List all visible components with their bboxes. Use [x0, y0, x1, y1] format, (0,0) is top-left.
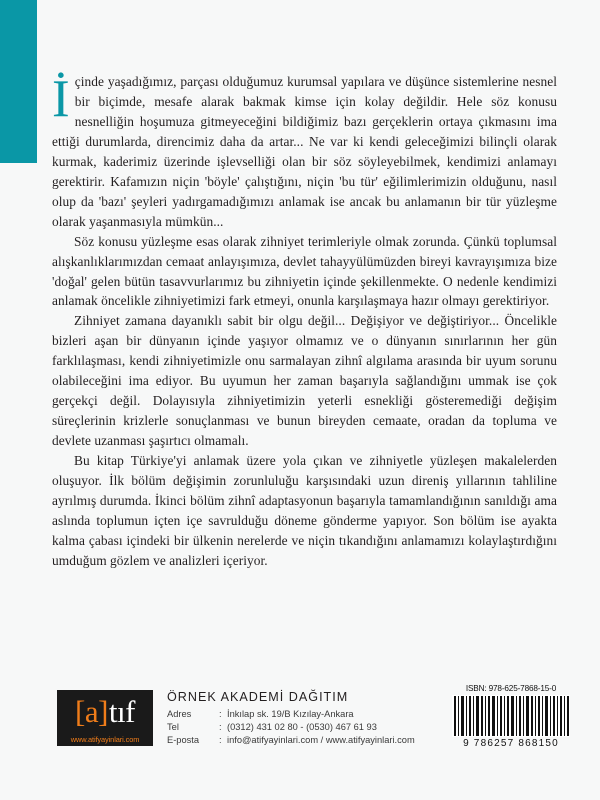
phone-label: Tel: [167, 722, 179, 733]
drop-cap-letter: İ: [52, 70, 70, 128]
phone-value: (0312) 431 02 80 - (0530) 467 61 93: [227, 722, 377, 733]
address-separator: :: [219, 709, 222, 719]
atif-publisher-logo: [57, 690, 153, 746]
isbn-block: [446, 684, 576, 749]
teal-accent-bar: [0, 0, 37, 163]
email-separator: :: [219, 735, 222, 746]
publisher-email-row: [167, 734, 415, 747]
logo-website-url: www.atifyayinlari.com: [70, 735, 140, 744]
barcode-digits: 9 786257 868150: [463, 738, 559, 749]
email-value: info@atifyayinlari.com / www.atifyayinlari.com: [227, 735, 415, 746]
blurb-paragraph-4: Bu kitap Türkiye'yi anlamak üzere yola çıkan ve zihniyetle yüzleşen makalelerden oluşuyor. İlk bölüm değişimin zorunluluğu karşısındaki uzun direniş yıllarının tahliline ayrılmış durumda. İkinci bölüm zihnî adaptasyonun başarıyla tamamlandığının sanıldığı ama aslında toplumun içten içe savrulduğu döneme gönderme yapıyor. Son bölüm ise ayakta kalma çabası içindeki bir ülkenin nerelerde ve niçin tıkandığını anlamamızı kolaylaştırdığını umduğum gözlem ve analizleri içeriyor.: [52, 453, 557, 568]
blurb-paragraph-1-text: çinde yaşadığımız, parçası olduğumuz kurumsal yapılara ve düşünce sistemlerine nesnel bir biçimde, mesafe alarak bakmak kimse için kolay değildir. Hele söz konusu nesnelliğin hoşumuza gitmeyeceğini bildiğimiz bazı gerçeklerin ortaya çıkmasını ima ettiği durumlarda, direncimiz daha da artar... Ne var ki kendi geleceğimizi bilinçli olarak kurmak, kaderimiz üzerinde işlevselliği olan bir söz söyleyebilmek, kendimizi anlamayı gerektirir. Kafamızın niçin 'böyle' çalıştığını, niçin 'bu tür' eğilimlerimizin olduğunu, nasıl olup da 'bazı' şeyleri yadırgamadığımızı anlamak ise ancak bu anlamanın bir tür yüzleşme olarak yaşanmasıyla mümkün...: [52, 74, 557, 229]
logo-wordmark: [57, 690, 153, 732]
publisher-name: ÖRNEK AKADEMİ DAĞITIM: [167, 690, 349, 704]
blurb-paragraph-2: Söz konusu yüzleşme esas olarak zihniyet terimleriyle olmak zorunda. Çünkü toplumsal alışkanlıklarımızdan cemaat anlayışımıza, devlet tahayyülümüzden bireyi kavrayışımıza bize 'doğal' gelen bütün tasavvurlarımız bu zihniyetin içinde şekillenmekte. O nedenle kendimizi anlamak öncelikle zihniyetimizi fark etmeyi, onunla karşılaşmaya hazır olmayı gerektiriyor.: [52, 233, 557, 309]
isbn-number: ISBN: 978-625-7868-15-0: [465, 684, 557, 693]
phone-separator: :: [219, 722, 222, 733]
cover-footer: [0, 682, 600, 800]
blurb-paragraph-1: [52, 72, 557, 232]
publisher-info: [167, 690, 415, 748]
email-label: E-posta: [167, 735, 200, 746]
blurb-paragraph-3: Zihniyet zamana dayanıklı sabit bir olgu değil... Değişiyor ve değiştiriyor... Öncelikle bizleri aşan bir dünyanın içinde yaşıyor olmamız ve o dünyanın sınırlarının her gün farklılaşması, kendi zihniyetimizle onu sarmalayan zihnî algılama arasında bir uyum sorunu olabileceğini ima ediyor. Bu uyumun her zaman başarıyla sağlandığını ummak ise çok gerçekçi değil. Dolayısıyla zihniyetimizin yeterli esnekliği gösteremediği değişim süreçlerinin krizlerle sonuçlanması ve bunun bireyden cemaate, oradan da topluma ve devlete uzanması şaşırtıcı olmamalı.: [52, 313, 557, 449]
logo-word-tif: tıf: [108, 693, 135, 729]
back-cover-blurb: [52, 72, 557, 571]
publisher-block: [57, 690, 415, 748]
logo-bracket-a: [a]: [75, 693, 108, 729]
publisher-phone-row: [167, 721, 415, 734]
publisher-address-row: [167, 708, 415, 721]
ean13-barcode-icon: [452, 695, 570, 737]
address-value: İnkılap sk. 19/B Kızılay-Ankara: [227, 709, 354, 719]
address-label: Adres: [167, 709, 192, 719]
